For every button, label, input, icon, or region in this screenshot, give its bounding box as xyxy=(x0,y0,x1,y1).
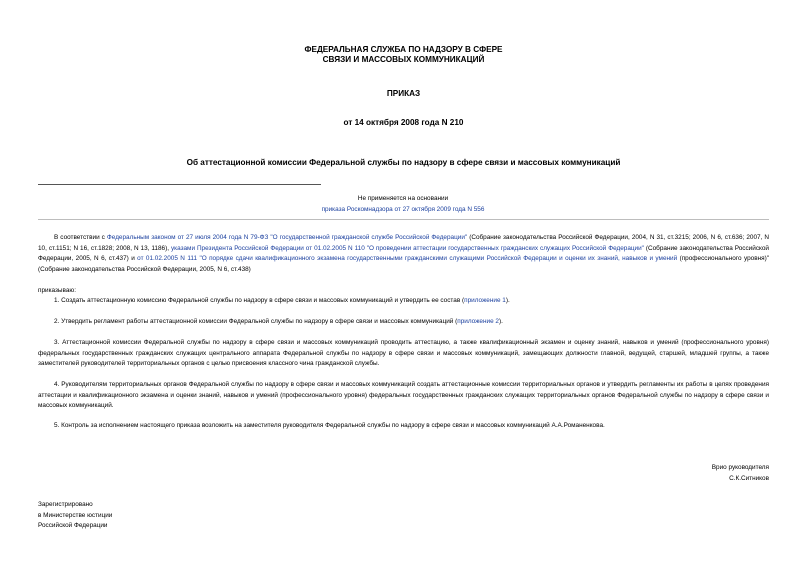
item-4 xyxy=(38,380,769,412)
doc-type: ПРИКАЗ xyxy=(386,89,421,98)
order-word: приказываю: xyxy=(38,287,76,294)
item-4-text: 4. Руководителям территориальных органов Федеральной службы по надзору в сфере связи и массовых коммуникаций создать аттестационные комиссии территориальных органов и утвердить регламенты их работы в целях проведения аттестации и квалификационного экзамена и оценки знаний, навыков и умений (профессионального уровня) федеральных государственных гражданских служащих территориальных органов Федеральной службы по надзору в сфере связи и массовых коммуникаций. xyxy=(38,381,769,410)
preamble-text-2: (Собрание законодательства Российской Федерации, 2004, N 31, ст.3215; 2006, N 6, ст.636; 2007, N 10, ст.1151; N 16, ст.1828; 2008, N 13, 1186), xyxy=(38,234,769,252)
registration-line3: Российской Федерации xyxy=(38,522,108,530)
item-1 xyxy=(38,296,769,307)
signature-name: С.К.Ситников xyxy=(729,474,769,482)
appendix-2-link[interactable]: приложение 2 xyxy=(457,318,499,325)
item-5-text: 5. Контроль за исполнением настоящего приказа возложить на заместителя руководителя Федеральной службы по надзору в сфере связи и массовых коммуникаций А.А.Романенкова. xyxy=(54,422,605,429)
doc-title: Об аттестационной комиссии Федеральной службы по надзору в сфере связи и массовых коммуникаций xyxy=(186,158,621,167)
notice-text: Не применяется на основании xyxy=(357,195,449,202)
item-2-end: ). xyxy=(498,318,503,325)
preamble-text-1: В соответствии с xyxy=(54,234,107,241)
signature-block xyxy=(712,463,769,484)
item-1-text: 1. Создать аттестационную комиссию Федеральной службы по надзору в сфере связи и массовых коммуникаций и утвердить ее состав ( xyxy=(54,297,465,304)
item-3 xyxy=(38,338,769,370)
notice-divider xyxy=(38,219,769,220)
item-1-end: ). xyxy=(505,297,510,304)
title-divider xyxy=(38,184,321,185)
registration-line2: в Министерстве юстиции xyxy=(38,511,113,519)
item-3-text: 3. Аттестационной комиссии Федеральной службы по надзору в сфере связи и массовых коммуникаций проводить аттестацию, а также квалификационный экзамен и оценку знаний, навыков и умений (профессионального уровня) федеральных государственных гражданских служащих центрального аппарата Федеральной службы по надзору в сфере связи и массовых коммуникаций, замещающих должности главной, ведущей, старшей, младшей группы, а также заместителей руководителей территориальных органов с целью присвоения классного чина гражданской службы. xyxy=(38,339,769,368)
item-5 xyxy=(38,421,769,432)
org-name-line1: ФЕДЕРАЛЬНАЯ СЛУЖБА ПО НАДЗОРУ В СФЕРЕ xyxy=(304,45,503,54)
registration-line1: Зарегистрировано xyxy=(38,501,93,508)
preamble-text-4: (профессионального уровня)" (Собрание законодательства Российской Федерации, 2005, N 6, ст.438) xyxy=(38,255,769,273)
notice-block xyxy=(250,194,556,215)
preamble-text-3: (Собрание законодательства Российской Федерации, 2005, N 6, ст.437) и xyxy=(38,244,770,263)
item-2 xyxy=(38,317,769,328)
president-decree-111-link[interactable]: от 01.02.2005 N 111 "О порядке сдачи квалификационного экзамена государственными гражданскими служащими Российской Федерации и оценки их знаний, навыков и умений xyxy=(137,255,678,263)
signature-role: Врио руководителя xyxy=(711,464,769,471)
registration-block xyxy=(38,500,112,532)
org-name-line2: СВЯЗИ И МАССОВЫХ КОММУНИКАЦИЙ xyxy=(322,55,485,64)
org-name xyxy=(0,45,807,65)
item-2-text: 2. Утвердить регламент работы аттестационной комиссии Федеральной службы по надзору в сфере связи и массовых коммуникаций ( xyxy=(54,318,458,325)
notice-link[interactable]: приказа Роскомнадзора от 27 октября 2009 года N 556 xyxy=(321,205,485,213)
president-decree-110-link[interactable]: указами Президента Российской Федерации от 01.02.2005 N 110 "О проведении аттестации государственных гражданских служащих Российской Федерации" xyxy=(170,244,644,252)
preamble xyxy=(38,233,769,275)
doc-date: от 14 октября 2008 года N 210 xyxy=(343,118,464,127)
federal-law-link[interactable]: Федеральным законом от 27 июля 2004 года N 79-ФЗ "О государственной гражданской службе Российской Федерации" xyxy=(106,234,468,241)
appendix-1-link[interactable]: приложение 1 xyxy=(464,297,506,304)
